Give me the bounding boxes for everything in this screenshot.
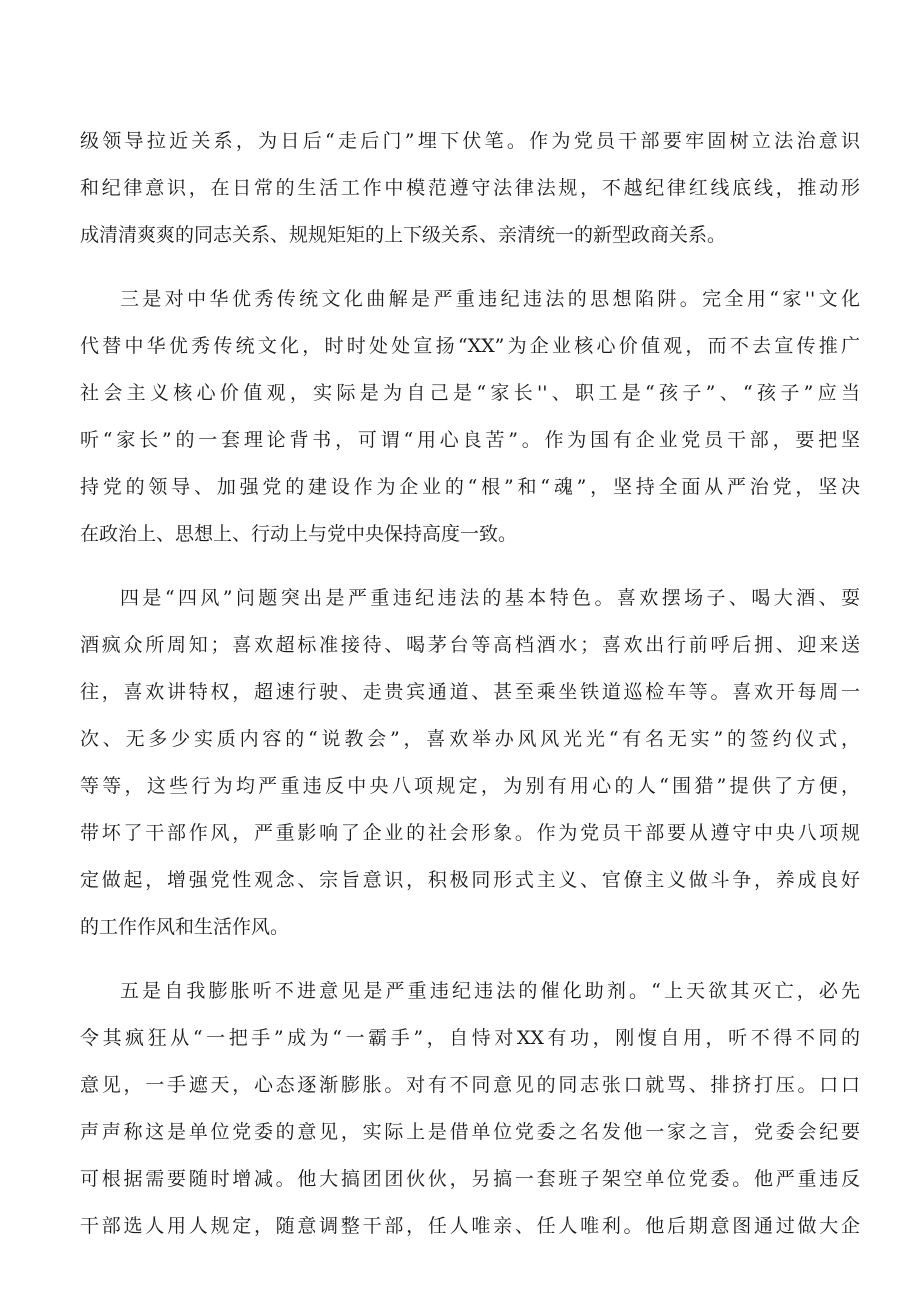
text-line: 代替中华优秀传统文化，时时处处宣扬“XX”为企业核心价值观，而不去宣传推广 bbox=[80, 335, 860, 357]
text-line: 级领导拉近关系，为日后“走后门”埋下伏笔。作为党员干部要牢固树立法治意识 bbox=[80, 130, 860, 152]
paragraph-three bbox=[80, 276, 860, 558]
text-line: 五是自我膨胀听不进意见是严重违纪违法的催化助剂。“上天欲其灭亡，必先 bbox=[120, 980, 860, 1002]
text-line: 往，喜欢讲特权，超速行驶、走贵宾通道、甚至乘坐铁道巡检车等。喜欢开每周一 bbox=[80, 681, 860, 703]
text-line: 社会主义核心价值观，实际是为自己是“家长''、职工是“孩子”、“孩子”应当 bbox=[80, 382, 860, 404]
paragraph-five bbox=[80, 968, 860, 1250]
text-line: 次、无多少实质内容的“说教会”，喜欢举办风风光光“有名无实”的签约仪式， bbox=[80, 728, 860, 750]
text-line: 四是“四风”问题突出是严重违纪违法的基本特色。喜欢摆场子、喝大酒、耍 bbox=[120, 587, 860, 609]
text-line: 三是对中华优秀传统文化曲解是严重违纪违法的思想陷阱。完全用“家''文化 bbox=[120, 288, 860, 310]
text-line: 酒疯众所周知；喜欢超标准接待、喝茅台等高档酒水；喜欢出行前呼后拥、迎来送 bbox=[80, 634, 860, 656]
text-line: 干部选人用人规定，随意调整干部，任人唯亲、任人唯利。他后期意图通过做大企 bbox=[80, 1215, 860, 1237]
text-line: 成清清爽爽的同志关系、规规矩矩的上下级关系、亲清统一的新型政商关系。 bbox=[80, 224, 727, 246]
text-line: 带坏了干部作风，严重影响了企业的社会形象。作为党员干部要从遵守中央八项规 bbox=[80, 822, 860, 844]
text-line: 持党的领导、加强党的建设作为企业的“根”和“魂”，坚持全面从严治党，坚决 bbox=[80, 476, 860, 498]
text-line: 在政治上、思想上、行动上与党中央保持高度一致。 bbox=[80, 523, 518, 545]
document-page bbox=[80, 118, 860, 1267]
text-line: 定做起，增强党性观念、宗旨意识，积极同形式主义、官僚主义做斗争，养成良好 bbox=[80, 869, 860, 891]
text-line: 声声称这是单位党委的意见，实际上是借单位党委之名发他一家之言，党委会纪要 bbox=[80, 1121, 860, 1143]
text-line: 听“家长”的一套理论背书，可谓“用心良苦”。作为国有企业党员干部，要把坚 bbox=[80, 429, 860, 451]
text-line: 意见，一手遮天，心态逐渐膨胀。对有不同意见的同志张口就骂、排挤打压。口口 bbox=[80, 1074, 860, 1096]
text-line: 等等，这些行为均严重违反中央八项规定，为别有用心的人“围猎”提供了方便， bbox=[80, 775, 860, 797]
text-line: 可根据需要随时增减。他大搞团团伙伙，另搞一套班子架空单位党委。他严重违反 bbox=[80, 1168, 860, 1190]
paragraph-four bbox=[80, 575, 860, 951]
text-line: 和纪律意识，在日常的生活工作中模范遵守法律法规，不越纪律红线底线，推动形 bbox=[80, 177, 860, 199]
text-line: 的工作作风和生活作风。 bbox=[80, 916, 290, 938]
paragraph-continuation bbox=[80, 118, 860, 259]
text-line: 令其疯狂从“一把手”成为“一霸手”，自恃对XX有功，刚愎自用，听不得不同的 bbox=[80, 1027, 860, 1049]
